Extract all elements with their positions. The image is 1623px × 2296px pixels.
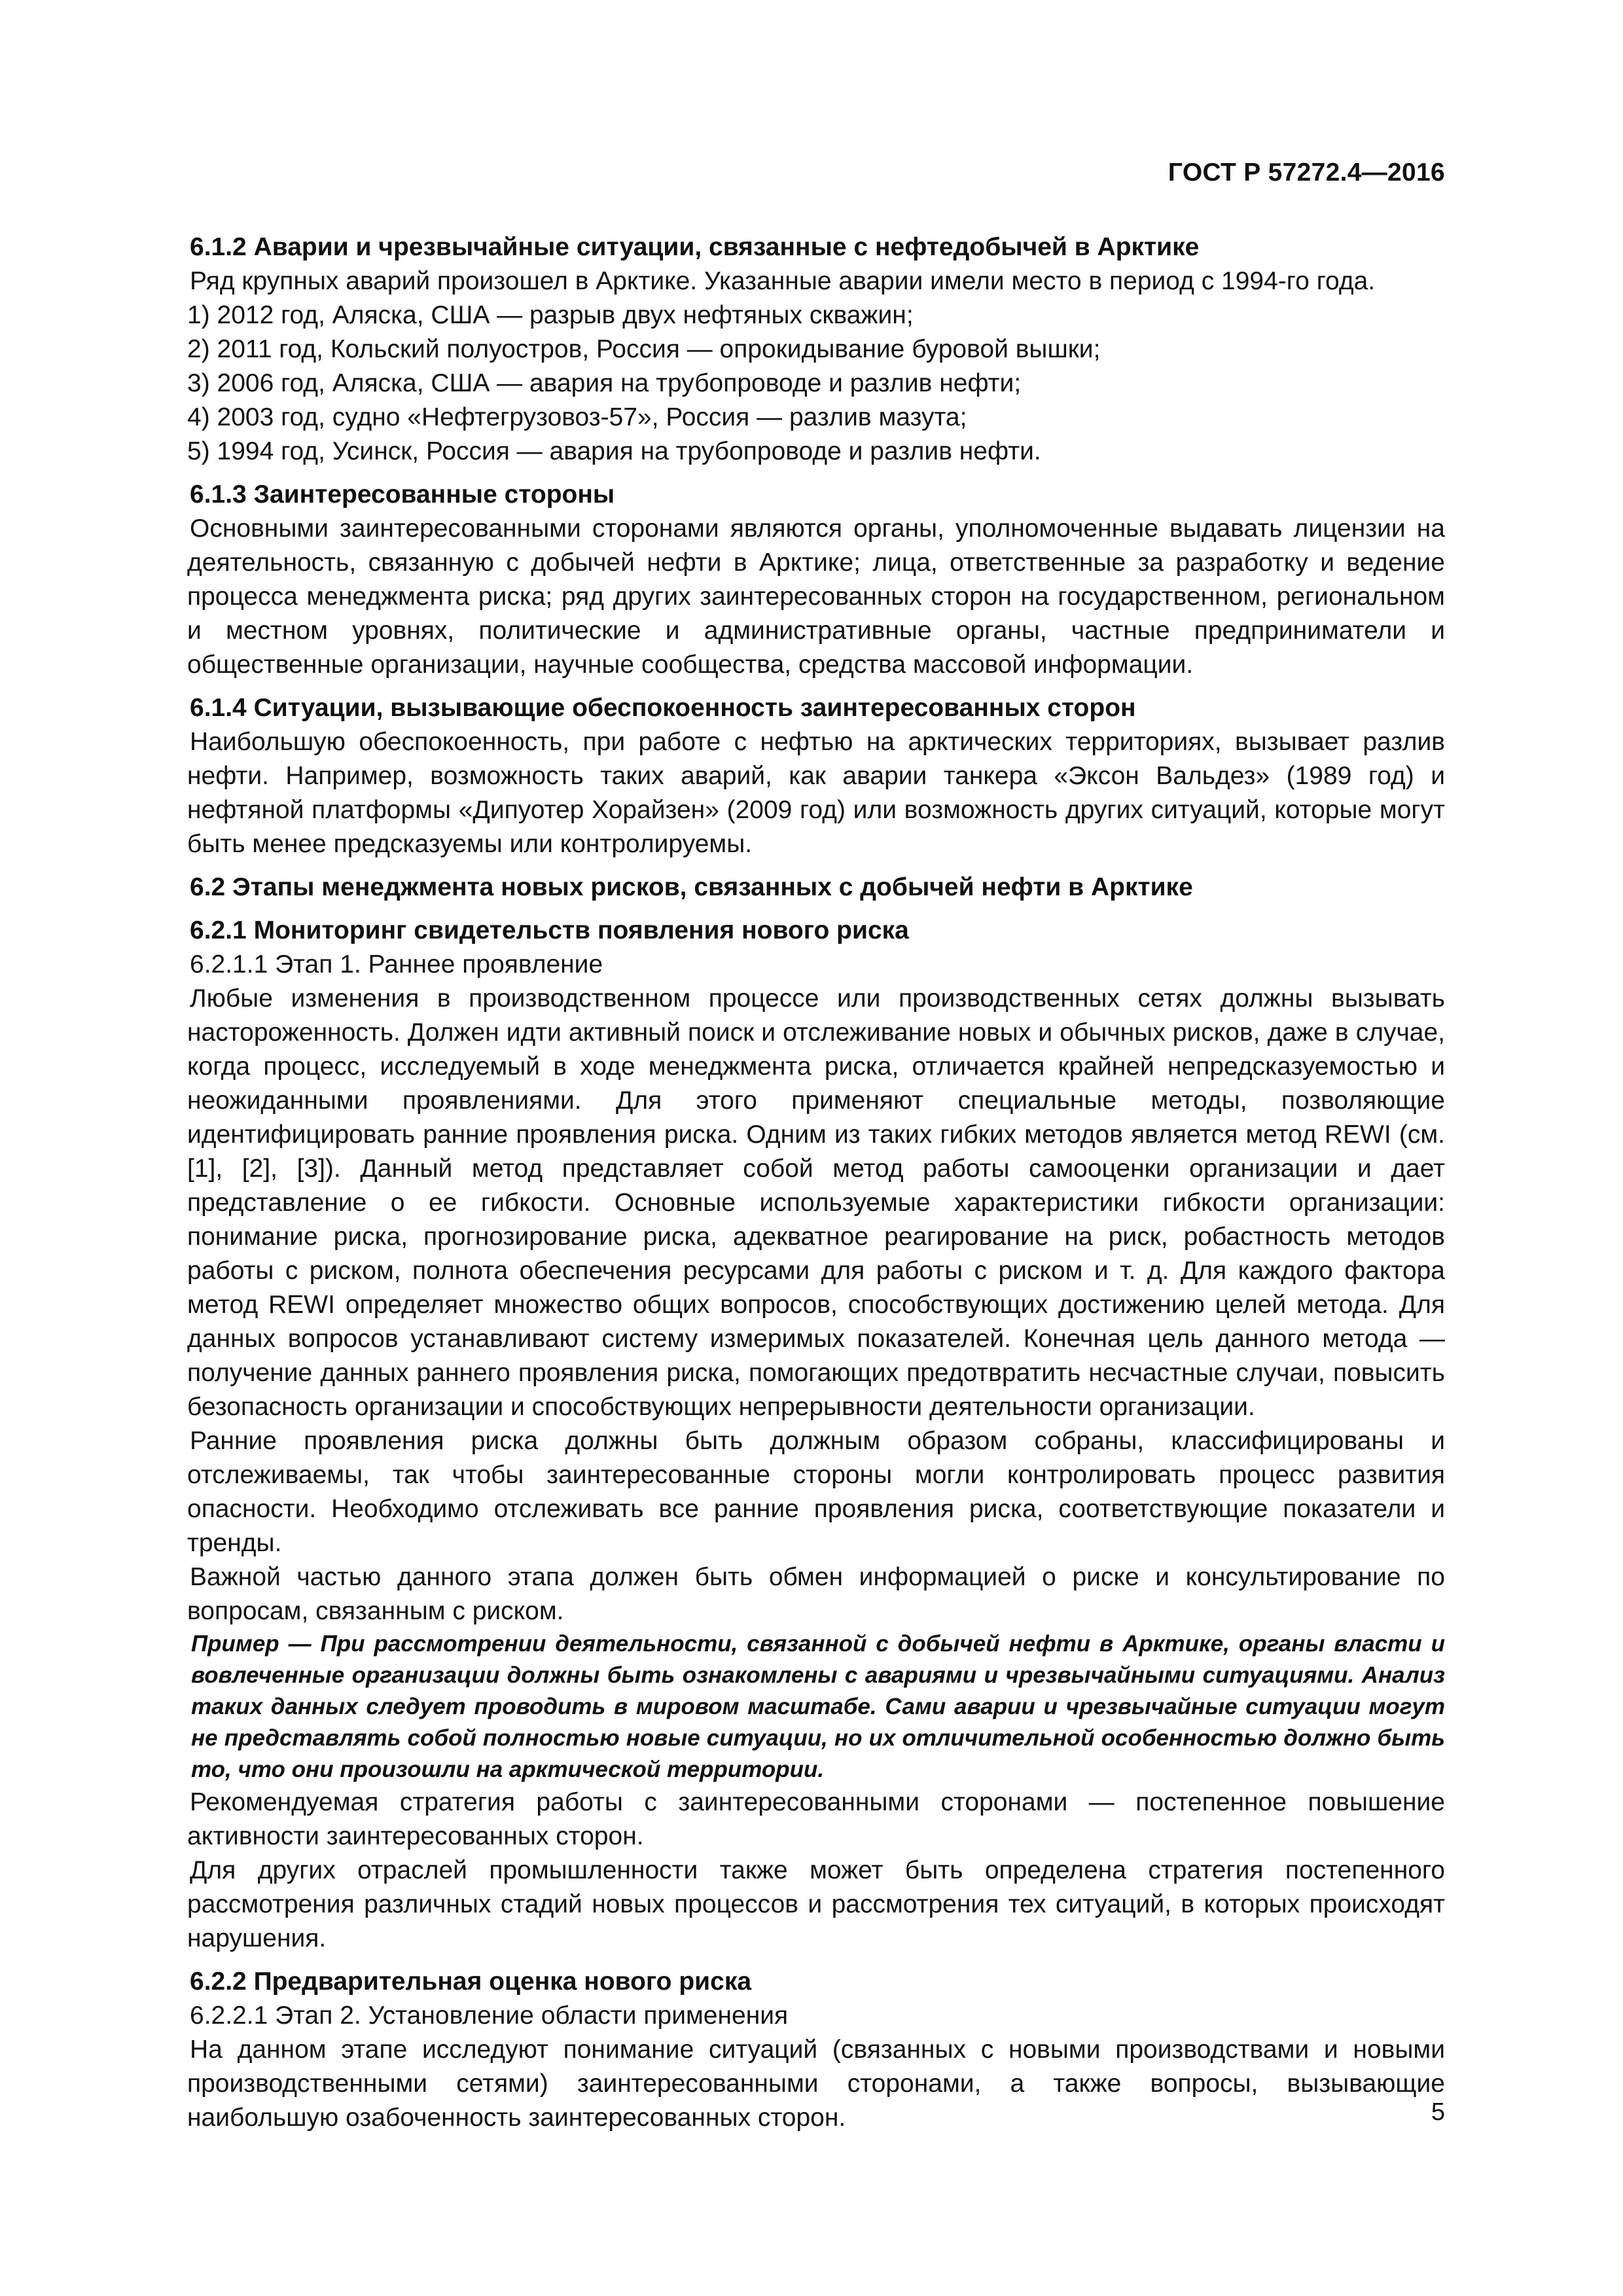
paragraph: Наибольшую обеспокоенность, при работе с нефтью на арктических территориях, вызывает разлив нефти. Например, возможность таких аварий, как аварии танкера «Эксон Вальдез» (1989 год) и нефтяной платформы «Дипуотер Хорайзен» (2009 год) или возможность других ситуаций, которые могут быть менее предсказуемы или контролируемы. [187,728,1445,858]
subsection-label-6-2-2-1: 6.2.2.1 Этап 2. Установление области применения [190,2001,789,2030]
paragraph: На данном этапе исследуют понимание ситуаций (связанных с новыми производствами и новыми производственными сетями) заинтересованными сторонами, а также вопросы, вызывающие наибольшую озабоченность заинтересованных сторон. [187,2036,1445,2132]
paragraph: Основными заинтересованными сторонами являются органы, уполномоченные выдавать лицензии на деятельность, связанную с добычей нефти в Арктике; лица, ответственные за разработку и ведение процесса менеджмента риска; ряд других заинтересованных сторон на государственном, региональном и местном уровнях, политические и административные органы, частные предприниматели и общественные организации, научные сообщества, средства массовой информации. [187,514,1445,679]
paragraph: Любые изменения в производственном процессе или производственных сетях должны вызывать настороженность. Должен идти активный поиск и отслеживание новых и обычных рисков, даже в случае, когда процесс, исследуемый в ходе менеджмента риска, отличается крайней непредсказуемостью и неожиданными проявлениями. Для этого применяют специальные методы, позволяющие идентифицировать ранние проявления риска. Одним из таких гибких методов является метод REWI (см. [1], [2], [3]). Данный метод представляет собой метод работы самооценки организации и дает представление о ее гибкости. Основные используемые характеристики гибкости организации: понимание риска, прогнозирование риска, адекватное реагирование на риск, робастность методов работы с риском, полнота обеспечения ресурсами для работы с риском и т. д. Для каждого фактора метод REWI определяет множество общих вопросов, способствующих достижению целей метода. Для данных вопросов устанавливают систему измеримых показателей. Конечная цель данного метода — получение данных раннего проявления риска, помогающих предотвратить несчастные случаи, повысить безопасность организации и способствующих непрерывности деятельности организации. [187,984,1445,1421]
document-code: ГОСТ Р 57272.4—2016 [1168,158,1445,187]
section-heading-6-1-2: 6.1.2 Аварии и чрезвычайные ситуации, связанные с нефтедобычей в Арктике [190,233,1200,261]
subsection-label-6-2-1-1: 6.2.1.1 Этап 1. Раннее проявление [190,950,603,978]
paragraph: Рекомендуемая стратегия работы с заинтересованными сторонами — постепенное повышение активности заинтересованных сторон. [187,1788,1445,1850]
example-note: Пример — При рассмотрении деятельности, связанной с добычей нефти в Арктике, органы власти и вовлеченные организации должны быть ознакомлены с авариями и чрезвычайными ситуациями. Анализ таких данных следует проводить в мировом масштабе. Сами аварии и чрезвычайные ситуации могут не представлять собой полностью новые ситуации, но их отличительной особенностью должно быть то, что они произошли на арктической территории. [191,1631,1445,1782]
section-heading-6-2-2: 6.2.2 Предварительная оценка нового риска [190,1967,752,1996]
list-item: 4) 2003 год, судно «Нефтегрузовоз-57», Россия — разлив мазута; [187,403,967,431]
document-body [187,230,1445,2135]
section-heading-6-2: 6.2 Этапы менеджмента новых рисков, связанных с добычей нефти в Арктике [190,873,1193,901]
page-number: 5 [1431,2098,1445,2126]
section-heading-6-2-1: 6.2.1 Мониторинг свидетельств появления нового риска [190,916,909,944]
paragraph: Ранние проявления риска должны быть должным образом собраны, классифицированы и отслеживаемы, так чтобы заинтересованные стороны могли контролировать процесс развития опасности. Необходимо отслеживать все ранние проявления риска, соответствующие показатели и тренды. [187,1427,1445,1557]
section-heading-6-1-4: 6.1.4 Ситуации, вызывающие обеспокоенность заинтересованных сторон [190,694,1136,722]
paragraph: Для других отраслей промышленности также может быть определена стратегия постепенного рассмотрения различных стадий новых процессов и рассмотрения тех ситуаций, в которых происходят нарушения. [187,1856,1445,1952]
list-item: 1) 2012 год, Аляска, США — разрыв двух нефтяных скважин; [187,301,914,329]
list-item: 5) 1994 год, Усинск, Россия — авария на трубопроводе и разлив нефти. [187,437,1041,465]
section-intro-6-1-2: Ряд крупных аварий произошел в Арктике. Указанные аварии имели место в период с 1994-го года. [190,267,1376,295]
list-item: 3) 2006 год, Аляска, США — авария на трубопроводе и разлив нефти; [187,369,1022,397]
accident-list [187,298,1445,469]
list-item: 2) 2011 год, Кольский полуостров, Россия — опрокидывание буровой вышки; [187,335,1101,363]
paragraph: Важной частью данного этапа должен быть обмен информацией о риске и консультирование по вопросам, связанным с риском. [187,1563,1445,1625]
section-heading-6-1-3: 6.1.3 Заинтересованные стороны [190,480,615,509]
